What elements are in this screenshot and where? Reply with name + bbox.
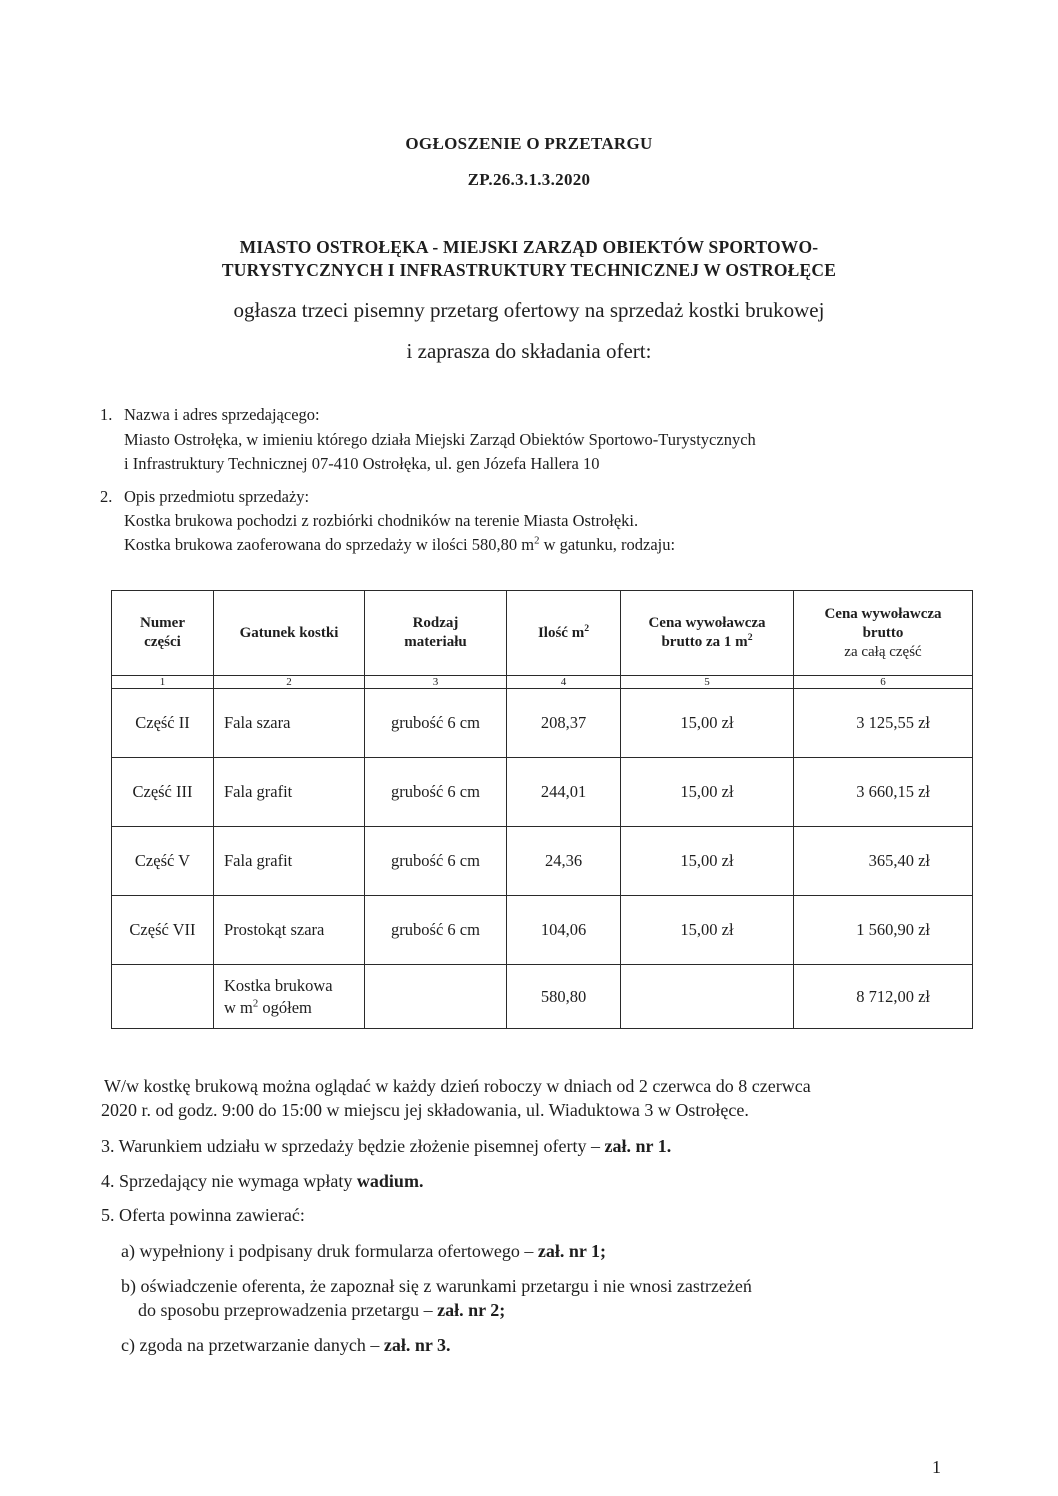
cell-total-price: 3 125,55 zł bbox=[794, 689, 973, 758]
cell-part: Część III bbox=[112, 758, 214, 827]
table-row bbox=[112, 896, 973, 965]
cell-part: Część VII bbox=[112, 896, 214, 965]
cell-unit-price: 15,00 zł bbox=[621, 896, 794, 965]
lead-line-1: ogłasza trzeci pisemny przetarg ofertowy na sprzedaż kostki brukowej bbox=[233, 298, 825, 322]
table-row bbox=[112, 689, 973, 758]
header-total-price: Cena wywoławcza brutto za całą część bbox=[794, 591, 973, 676]
section-1-title: Nazwa i adres sprzedającego: bbox=[124, 405, 320, 424]
section-1-line-1: Miasto Ostrołęka, w imieniu którego działa Miejski Zarząd Obiektów Sportowo-Turystycznych bbox=[124, 430, 756, 449]
header-grade: Gatunek kostki bbox=[214, 591, 365, 676]
table-header-row bbox=[112, 591, 973, 676]
section-5-item-b-line-1: b) oświadczenie oferenta, że zapoznał się z warunkami przetargu i nie wnosi zastrzeżeń bbox=[121, 1276, 752, 1296]
column-number-row bbox=[112, 676, 973, 689]
cell-total-price: 365,40 zł bbox=[794, 827, 973, 896]
section-5-item-c: c) zgoda na przetwarzanie danych – zał. nr 3. bbox=[121, 1335, 451, 1355]
cell-part: Część V bbox=[112, 827, 214, 896]
column-number: 1 bbox=[112, 676, 214, 689]
offer-table bbox=[111, 590, 973, 1029]
cell-quantity: 208,37 bbox=[507, 689, 621, 758]
organization-line-1: MIASTO OSTROŁĘKA - MIEJSKI ZARZĄD OBIEKTÓW SPORTOWO- bbox=[239, 237, 819, 257]
table-row bbox=[112, 758, 973, 827]
cell-grade: Fala szara bbox=[214, 689, 365, 758]
cell-empty bbox=[621, 965, 794, 1029]
cell-grade: Fala grafit bbox=[214, 827, 365, 896]
summary-quantity: 580,80 bbox=[507, 965, 621, 1029]
cell-quantity: 24,36 bbox=[507, 827, 621, 896]
column-number: 5 bbox=[621, 676, 794, 689]
cell-unit-price: 15,00 zł bbox=[621, 689, 794, 758]
cell-part: Część II bbox=[112, 689, 214, 758]
cell-unit-price: 15,00 zł bbox=[621, 758, 794, 827]
cell-empty bbox=[365, 965, 507, 1029]
cell-quantity: 104,06 bbox=[507, 896, 621, 965]
lead-line-2: i zaprasza do składania ofert: bbox=[406, 339, 652, 363]
cell-material: grubość 6 cm bbox=[365, 689, 507, 758]
reference-number: ZP.26.3.1.3.2020 bbox=[467, 170, 591, 189]
section-5-title: 5. Oferta powinna zawierać: bbox=[101, 1205, 305, 1225]
section-2-line-2: Kostka brukowa zaoferowana do sprzedaży w ilości 580,80 $m^2$ w gatunku, rodzaju: bbox=[124, 534, 676, 554]
table-summary-row bbox=[112, 965, 973, 1029]
header-part-number: Numer części bbox=[112, 591, 214, 676]
cell-grade: Prostokąt szara bbox=[214, 896, 365, 965]
cell-total-price: 1 560,90 zł bbox=[794, 896, 973, 965]
cell-material: grubość 6 cm bbox=[365, 758, 507, 827]
cell-grade: Fala grafit bbox=[214, 758, 365, 827]
cell-material: grubość 6 cm bbox=[365, 827, 507, 896]
column-number: 4 bbox=[507, 676, 621, 689]
summary-total-price: 8 712,00 zł bbox=[794, 965, 973, 1029]
section-5-item-a: a) wypełniony i podpisany druk formularza ofertowego – zał. nr 1; bbox=[121, 1241, 607, 1261]
cell-total-price: 3 660,15 zł bbox=[794, 758, 973, 827]
section-2-line-1: Kostka brukowa pochodzi z rozbiórki chodników na terenie Miasta Ostrołęki. bbox=[124, 511, 639, 530]
cell-empty bbox=[112, 965, 214, 1029]
summary-label: Kostka brukowa w $m^2$ ogółem bbox=[214, 965, 365, 1029]
organization-line-2: TURYSTYCZNYCH I INFRASTRUKTURY TECHNICZNEJ W OSTROŁĘCE bbox=[221, 260, 837, 280]
section-3: 3. Warunkiem udziału w sprzedaży będzie złożenie pisemnej oferty – zał. nr 1. bbox=[101, 1136, 672, 1156]
section-1-line-2: i Infrastruktury Technicznej 07-410 Ostrołęka, ul. gen Józefa Hallera 10 bbox=[124, 454, 600, 473]
cell-material: grubość 6 cm bbox=[365, 896, 507, 965]
header-quantity: Ilość $m^2$ bbox=[507, 591, 621, 676]
column-number: 2 bbox=[214, 676, 365, 689]
section-1-number: 1. bbox=[100, 405, 113, 424]
table-row bbox=[112, 827, 973, 896]
section-4: 4. Sprzedający nie wymaga wpłaty wadium. bbox=[101, 1171, 424, 1191]
section-2-title: Opis przedmiotu sprzedaży: bbox=[124, 487, 310, 506]
column-number: 6 bbox=[794, 676, 973, 689]
column-number: 3 bbox=[365, 676, 507, 689]
page-number: 1 bbox=[932, 1457, 941, 1477]
cell-quantity: 244,01 bbox=[507, 758, 621, 827]
header-material: Rodzaj materiału bbox=[365, 591, 507, 676]
section-5-item-b-line-2: do sposobu przeprowadzenia przetargu – zał. nr 2; bbox=[138, 1300, 506, 1320]
section-2-number: 2. bbox=[100, 487, 113, 506]
header-unit-price: Cena wywoławcza brutto za 1 $m^2$ bbox=[621, 591, 794, 676]
viewing-line-2: 2020 r. od godz. 9:00 do 15:00 w miejscu jej składowania, ul. Wiaduktowa 3 w Ostrołęce. bbox=[101, 1100, 749, 1120]
viewing-line-1: W/w kostkę brukową można oglądać w każdy dzień roboczy w dniach od 2 czerwca do 8 czerwca bbox=[104, 1076, 811, 1096]
cell-unit-price: 15,00 zł bbox=[621, 827, 794, 896]
document-title: OGŁOSZENIE O PRZETARGU bbox=[405, 134, 653, 153]
